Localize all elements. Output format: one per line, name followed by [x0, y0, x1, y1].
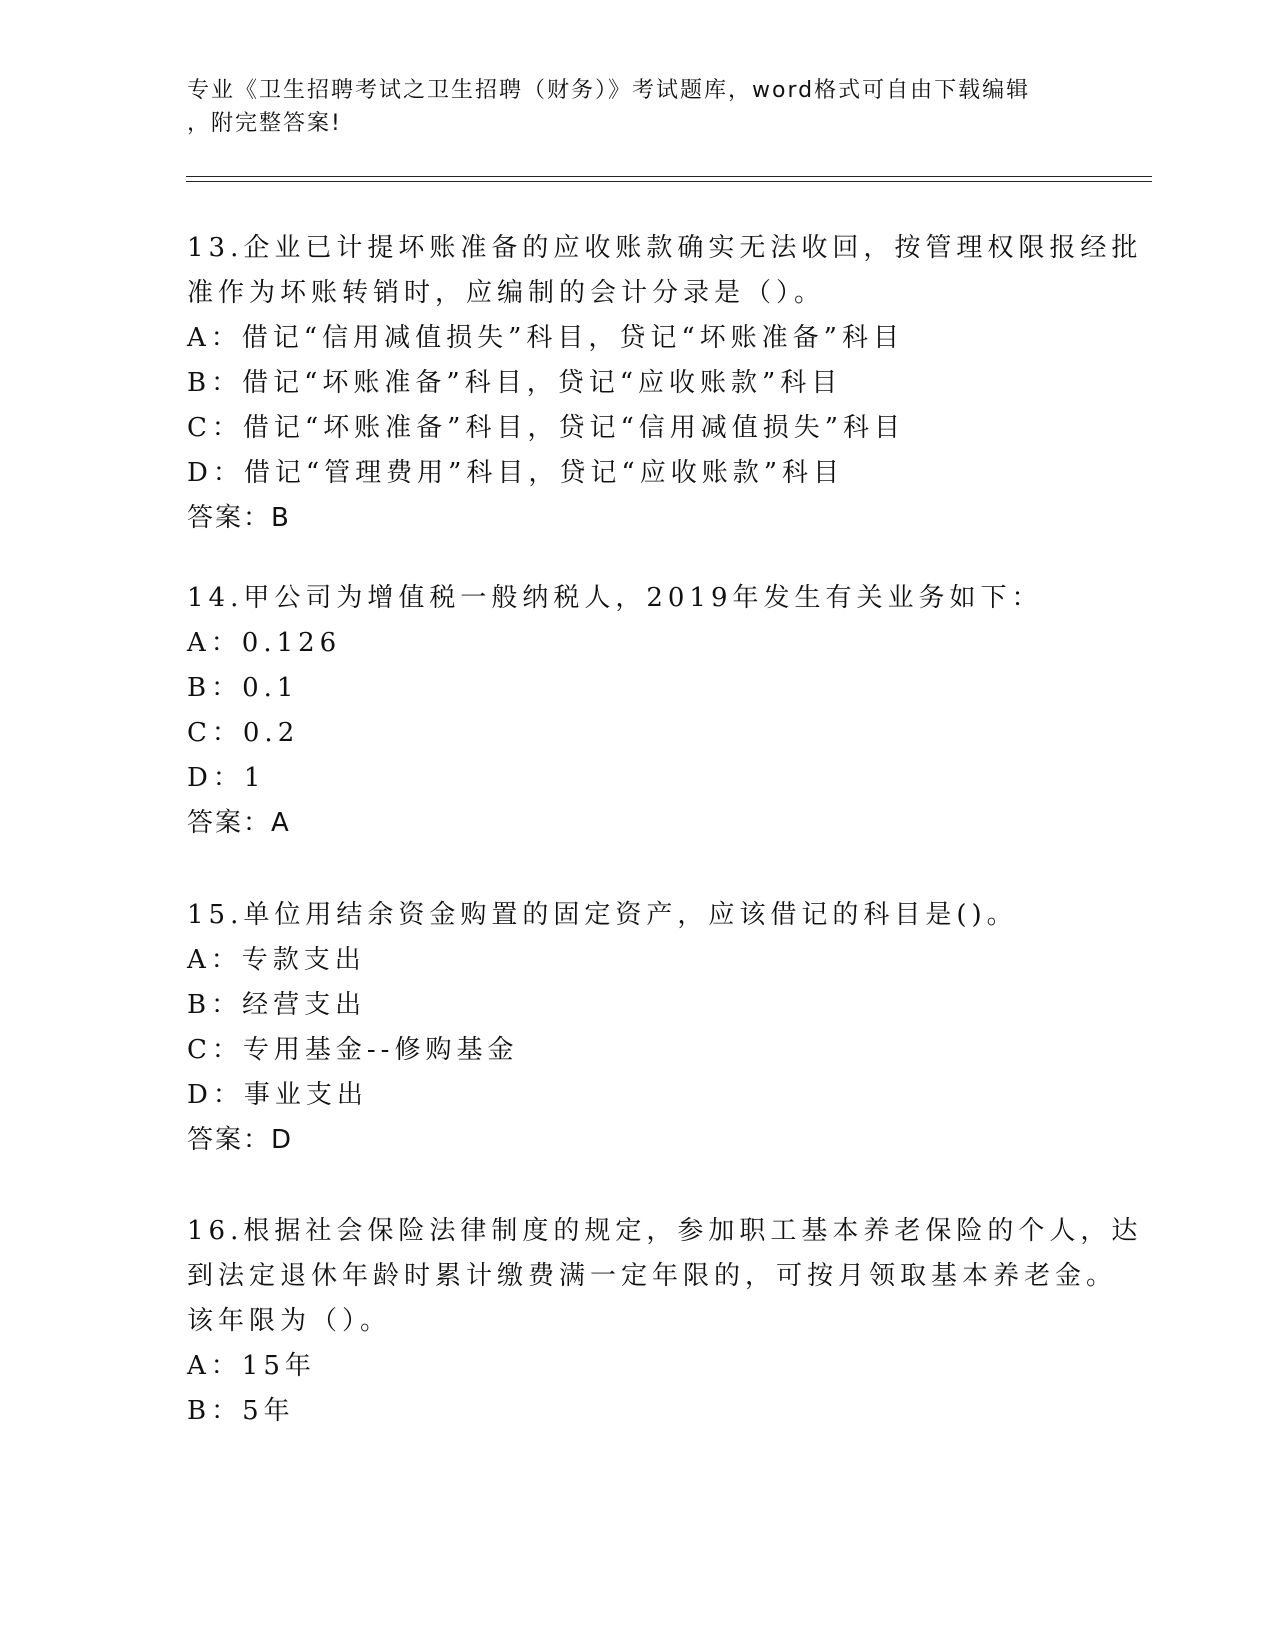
answer-value: B	[271, 503, 291, 533]
question-14	[187, 576, 1087, 846]
header-line-1: 专业《卫生招聘考试之卫生招聘（财务）》考试题库，word格式可自由下载编辑	[187, 78, 1031, 103]
option-a: A：0.126	[187, 628, 342, 658]
option-b: B：借记“坏账准备”科目，贷记“应收账款”科目	[187, 368, 843, 398]
option-c: C：借记“坏账准备”科目，贷记“信用减值损失”科目	[187, 413, 906, 443]
question-text: 准作为坏账转销时，应编制的会计分录是（）。	[187, 278, 826, 308]
question-text: 13.企业已计提坏账准备的应收账款确实无法收回，按管理权限报经批	[187, 233, 1143, 263]
question-text: 14.甲公司为增值税一般纳税人，2019年发生有关业务如下：	[187, 583, 1043, 613]
answer-label: 答案：	[187, 808, 272, 838]
answer-label: 答案：	[187, 1125, 272, 1155]
option-b: B：5年	[187, 1396, 295, 1426]
question-text: 该年限为（）。	[187, 1306, 392, 1336]
answer-line	[187, 1118, 1087, 1163]
header-divider-top	[186, 176, 1152, 177]
answer-value: D	[271, 1125, 294, 1155]
answer-value: A	[271, 808, 291, 838]
option-b: B：经营支出	[187, 990, 367, 1020]
answer-label: 答案：	[187, 503, 272, 533]
option-a: A：15年	[187, 1351, 316, 1381]
option-d: D：1	[187, 763, 266, 793]
option-b: B：0.1	[187, 673, 299, 703]
question-13	[187, 226, 1143, 541]
option-a: A：借记“信用减值损失”科目，贷记“坏账准备”科目	[187, 323, 904, 353]
option-a: A：专款支出	[187, 945, 366, 975]
option-c: C：专用基金--修购基金	[187, 1035, 519, 1065]
question-text: 15.单位用结余资金购置的固定资产，应该借记的科目是()。	[187, 900, 1018, 930]
question-text: 到法定退休年龄时累计缴费满一定年限的，可按月领取基本养老金。	[187, 1261, 1118, 1291]
question-text: 16.根据社会保险法律制度的规定，参加职工基本养老保险的个人，达	[187, 1216, 1143, 1246]
option-c: C：0.2	[187, 718, 300, 748]
option-d: D：事业支出	[187, 1080, 368, 1110]
answer-line	[187, 801, 1087, 846]
question-16	[187, 1209, 1143, 1434]
header-line-2: ，附完整答案!	[187, 111, 342, 136]
option-d: D：借记“管理费用”科目，贷记“应收账款”科目	[187, 458, 845, 488]
question-15	[187, 893, 1087, 1163]
document-header	[187, 74, 1067, 140]
header-divider-bottom	[186, 181, 1152, 182]
answer-line	[187, 496, 1087, 541]
